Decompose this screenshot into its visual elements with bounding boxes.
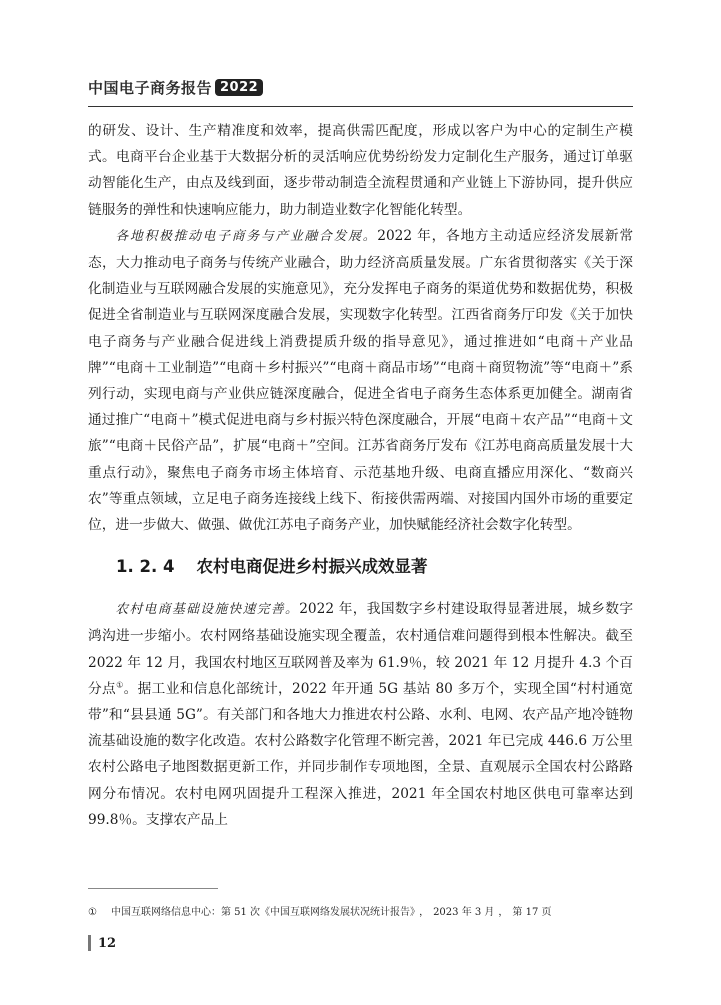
- footnote-reference[interactable]: ①: [116, 680, 124, 690]
- footnote-source: 中国互联网络信息中心：第 51 次《中国互联网络发展状况统计报告》: [110, 907, 416, 918]
- header-rule: [88, 106, 633, 107]
- report-title: 中国电子商务报告: [88, 78, 213, 97]
- footnote-comma-2: ，: [498, 907, 509, 918]
- footnote: [88, 903, 552, 918]
- paragraph-2-lead: 各地积极推动电子商务与产业融合发展。: [115, 228, 378, 244]
- body-text: [88, 118, 633, 833]
- footnote-comma: ，: [419, 907, 430, 918]
- paragraph-3: [88, 596, 633, 833]
- paragraph-3-body-b: 。据工业和信息化部统计，2022 年开通 5G 基站 80 多万个，实现全国“村村通宽带”和“县县通 5G”。有关部门和各地大力推进农村公路、水利、电网、农产品产地冷链物流基础设施的数字化改造。农村公路数字化管理不断完善，2021 年已完成 446.6 万公里农村公路电子地图数据更新工作，并同步制作专项地图，全景、直观展示全国农村公路路网分布情况。农村电网巩固提升工程深入推进，2021 年全国农村地区供电可靠率达到 99.8％。支撑农产品上: [88, 680, 633, 828]
- section-number: 1. 2. 4: [116, 557, 175, 577]
- paragraph-1: 的研发、设计、生产精准度和效率，提高供需匹配度，形成以客户为中心的定制生产模式。电商平台企业基于大数据分析的灵活响应优势纷纷发力定制化生产服务，通过订单驱动智能化生产，由点及线到面，逐步带动制造全流程贯通和产业链上下游协同，提升供应链服务的弹性和快速响应能力，助力制造业数字化智能化转型。: [88, 123, 633, 218]
- year-badge: 2022: [215, 79, 263, 96]
- footnote-mark: ①: [88, 907, 97, 918]
- paragraph-3-lead: 农村电商基础设施快速完善。: [115, 602, 300, 618]
- section-title: 农村电商促进乡村振兴成效显著: [196, 557, 428, 577]
- section-heading: [116, 554, 633, 580]
- footnote-date: 2023 年 3 月: [433, 907, 495, 918]
- page-number-value: 12: [98, 935, 117, 951]
- paragraph-2-body: 2022 年，各地方主动适应经济发展新常态，大力推动电子商务与传统产业融合，助力经济高质量发展。广东省贯彻落实《关于深化制造业与互联网融合发展的实施意见》，充分发挥电子商务的渠道优势和数据优势，积极促进全省制造业与互联网深度融合发展，实现数字化转型。江西省商务厅印发《关于加快电子商务与产业融合促进线上消费提质升级的指导意见》，通过推进如“电商＋产业品牌”“电商＋工业制造”“电商＋乡村振兴”“电商＋商品市场”“电商＋商贸物流”等“电商＋”系列行动，实现电商与产业供应链深度融合，促进全省电子商务生态体系更加健全。湖南省通过推广“电商＋”模式促进电商与乡村振兴特色深度融合，开展“电商＋农产品”“电商＋文旅”“电商＋民俗产品”，扩展“电商＋”空间。江苏省商务厅发布《江苏电商高质量发展十大重点行动》，聚焦电子商务市场主体培育、示范基地升级、电商直播应用深化、“数商兴农”等重点领域，立足电子商务连接线上线下、衔接供需两端、对接国内国外市场的重要定位，进一步做大、做强、做优江苏电子商务产业，加快赋能经济社会数字化转型。: [88, 227, 634, 534]
- footnote-rule: [88, 888, 218, 889]
- running-header: [88, 75, 263, 99]
- page-number: [88, 935, 116, 951]
- paragraph-2: [88, 223, 633, 538]
- page-number-bar: [88, 935, 91, 951]
- footnote-page: 第 17 页: [512, 907, 552, 918]
- paragraph-3-body-a: 2022 年，我国数字乡村建设取得显著进展，城乡数字鸿沟进一步缩小。农村网络基础设施实现全覆盖，农村通信难问题得到根本性解决。截至 2022 年 12 月，我国农村地区互联网普及率为 61.9％，较 2021 年 12 月提升 4.3 个百分点: [88, 601, 634, 697]
